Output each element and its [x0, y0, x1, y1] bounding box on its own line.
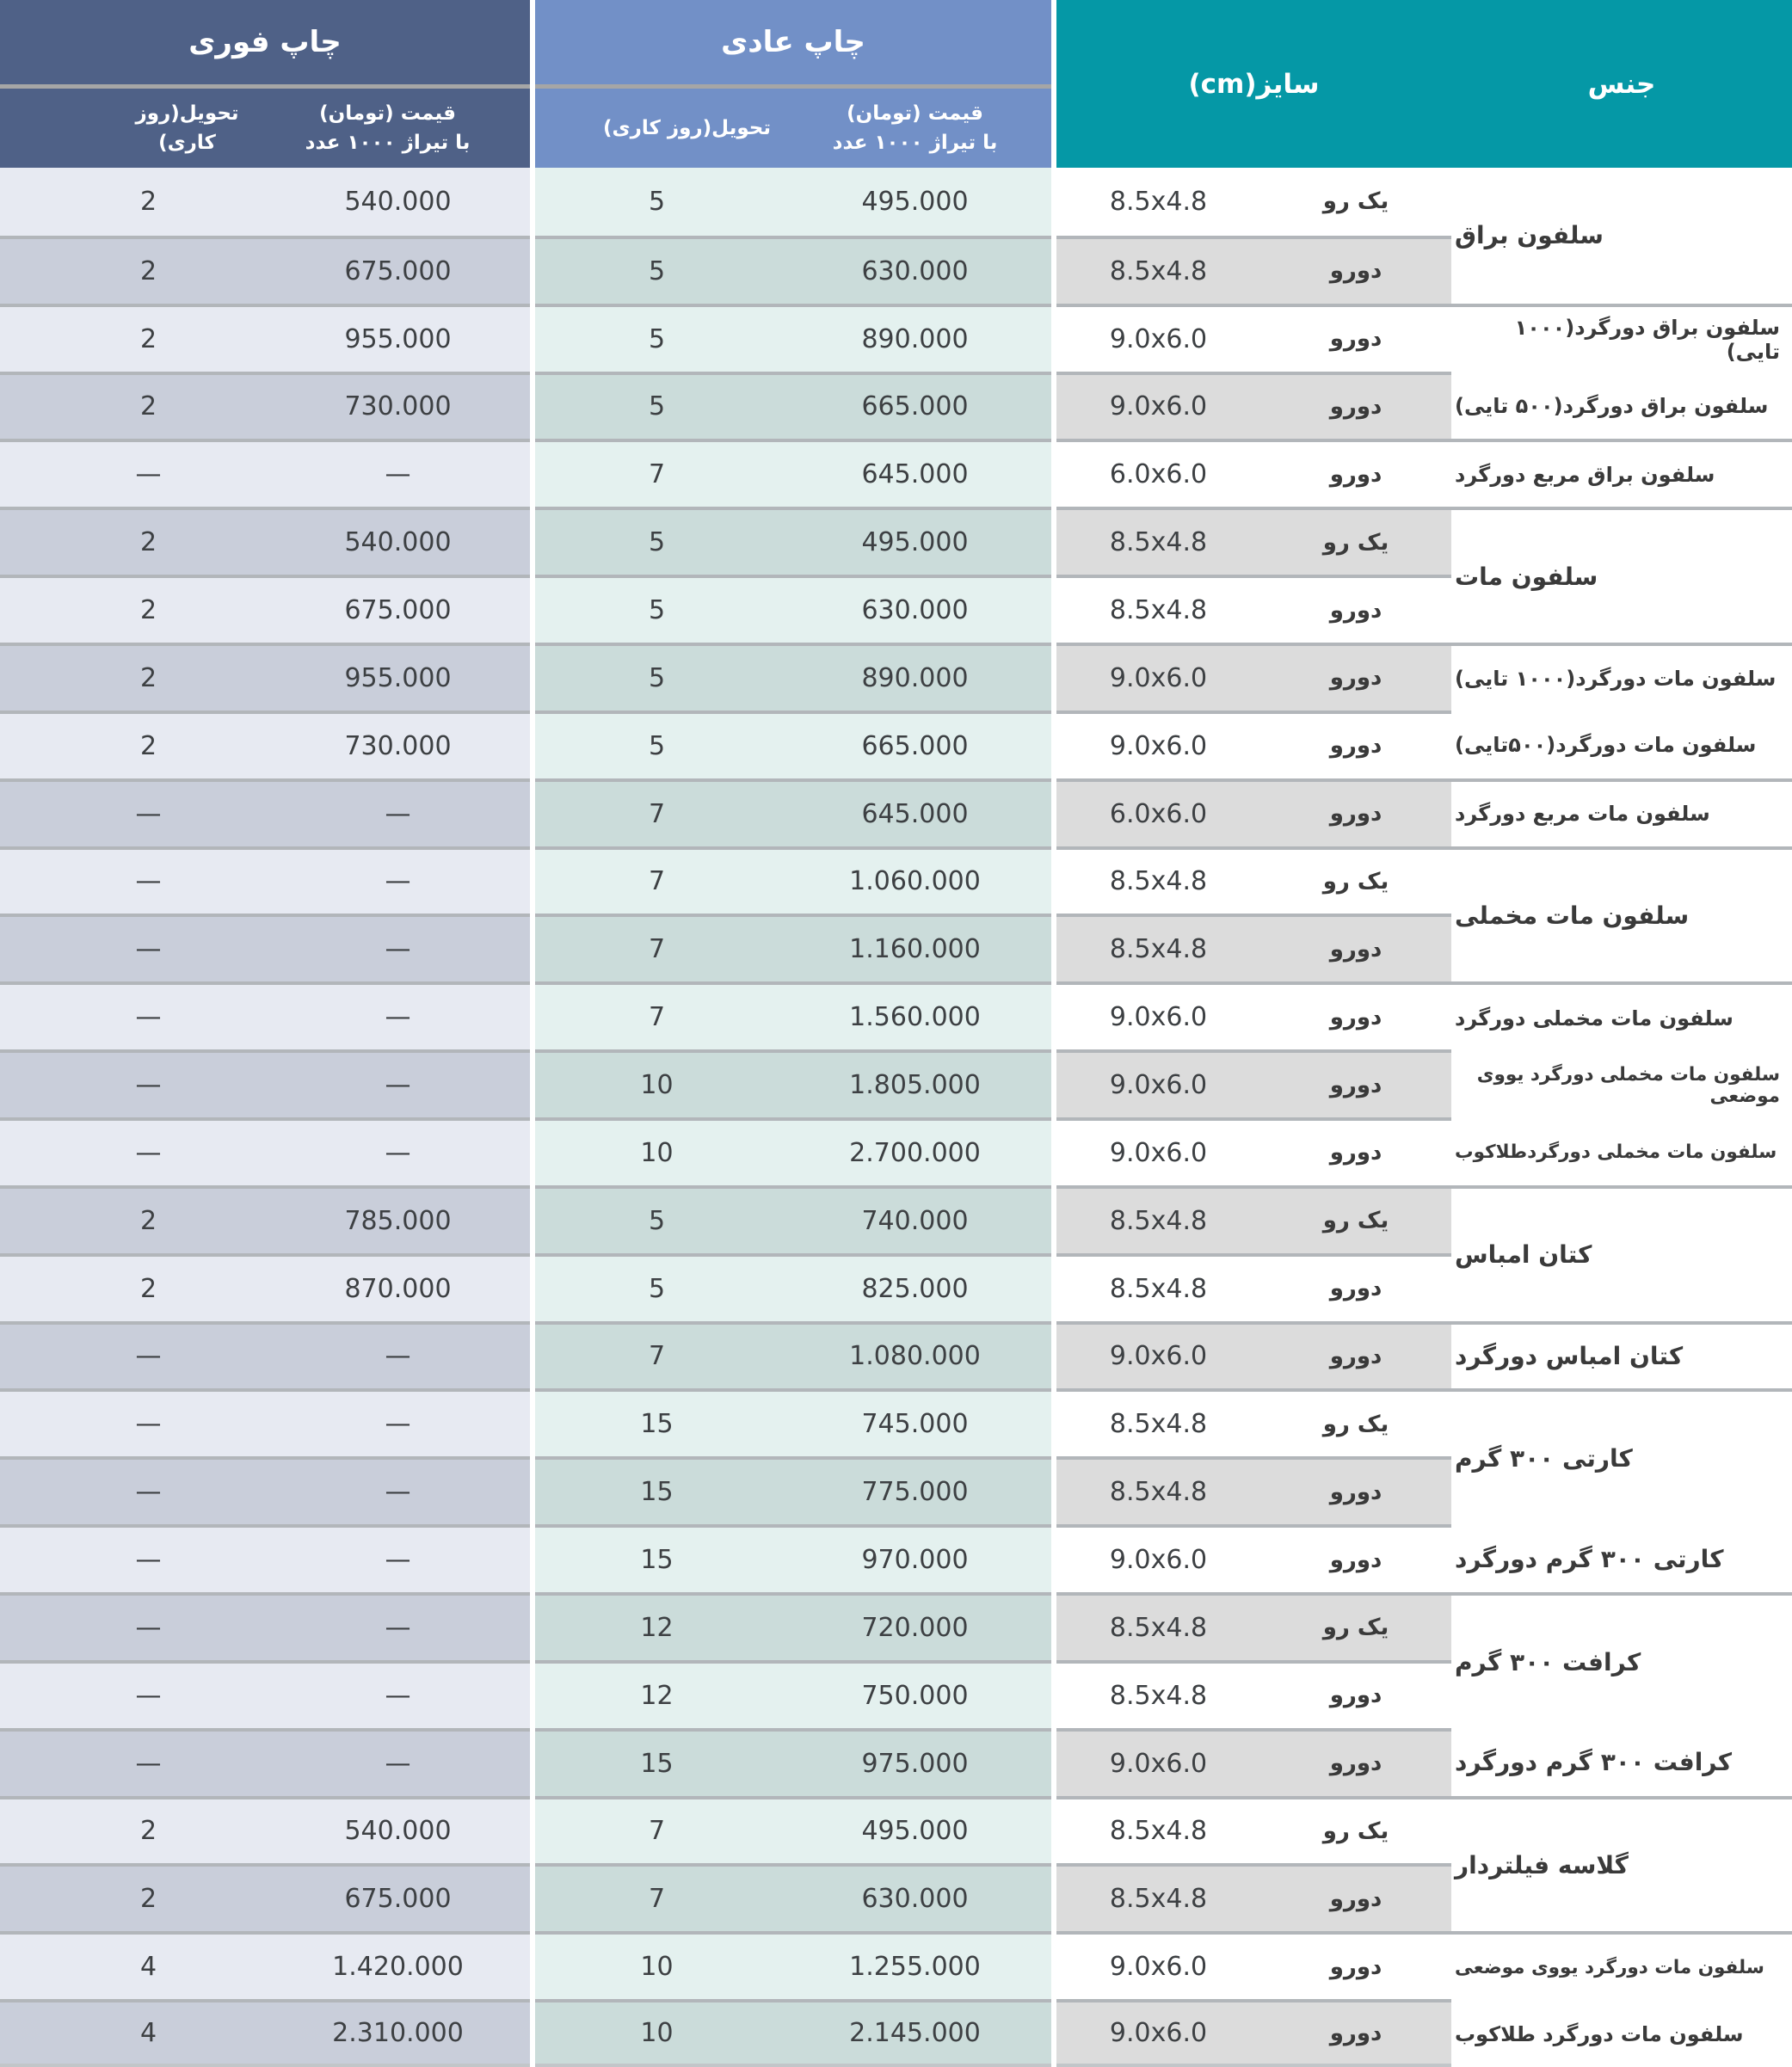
normal-price-cell: 1.560.000: [779, 981, 1051, 1049]
express-price-label-line2: با تیراژ ۱۰۰۰ عدد: [305, 132, 471, 154]
normal-delivery-cell: 10: [535, 1117, 779, 1185]
material-cell: [1451, 1388, 1792, 1592]
size-cell: 8.5x4.8: [1056, 168, 1260, 236]
express-delivery-cell: 2: [0, 304, 245, 372]
express-price-cell: 785.000: [245, 1185, 530, 1253]
sides-cell: دورو: [1260, 711, 1451, 778]
size-cell: 9.0x6.0: [1056, 1728, 1260, 1796]
normal-price-cell: 645.000: [779, 439, 1051, 507]
normal-delivery-cell: 7: [535, 1863, 779, 1931]
express-price-cell: 2.310.000: [245, 1999, 530, 2067]
material-label: سلفون براق دورگرد(۵۰۰ تایی): [1455, 393, 1769, 418]
sides-cell: دورو: [1260, 1931, 1451, 1999]
normal-delivery-cell: 7: [535, 778, 779, 846]
sides-cell: دورو: [1260, 1321, 1451, 1389]
express-price-cell: —: [245, 439, 530, 507]
normal-delivery-cell: 10: [535, 1049, 779, 1117]
material-cell: [1451, 643, 1792, 778]
material-label: سلفون مات دورگرد طلاکوب: [1455, 2021, 1744, 2046]
size-cell: 8.5x4.8: [1056, 846, 1260, 914]
material-label: کرافت ۳۰۰ گرم دورگرد: [1455, 1748, 1732, 1777]
express-delivery-cell: —: [0, 1524, 245, 1592]
express-price-cell: 540.000: [245, 1796, 530, 1864]
normal-price-cell: 1.160.000: [779, 914, 1051, 981]
normal-price-cell: 825.000: [779, 1253, 1051, 1321]
express-delivery-cell: —: [0, 981, 245, 1049]
material-label: سلفون مات مخملی دورگردطلاکوب: [1455, 1141, 1777, 1163]
express-delivery-cell: —: [0, 1456, 245, 1524]
express-delivery-cell: 4: [0, 1999, 245, 2067]
material-label: سلفون مات دورگرد(۵۰۰تایی): [1455, 733, 1757, 758]
sides-cell: یک رو: [1260, 1185, 1451, 1253]
express-price-cell: —: [245, 846, 530, 914]
material-label: سلفون براق مربع دورگرد: [1455, 462, 1715, 487]
normal-price-cell: 2.145.000: [779, 1999, 1051, 2067]
size-cell: 8.5x4.8: [1056, 914, 1260, 981]
express-delivery-cell: —: [0, 1388, 245, 1456]
material-cell: [1451, 981, 1792, 1185]
material-cell: [1451, 507, 1792, 643]
normal-price-cell: 1.805.000: [779, 1049, 1051, 1117]
express-delivery-cell: 2: [0, 1253, 245, 1321]
sides-cell: دورو: [1260, 1456, 1451, 1524]
express-delivery-cell: 2: [0, 575, 245, 643]
size-cell: 9.0x6.0: [1056, 1321, 1260, 1389]
size-cell: 6.0x6.0: [1056, 439, 1260, 507]
size-cell: 9.0x6.0: [1056, 643, 1260, 711]
sides-cell: دورو: [1260, 1524, 1451, 1592]
express-delivery-cell: 2: [0, 168, 245, 236]
express-price-cell: —: [245, 1388, 530, 1456]
express-delivery-label: تحویل(روز کاری): [135, 102, 239, 154]
material-cell: [1451, 1592, 1792, 1796]
normal-print-group-header: چاپ عادی: [535, 0, 1051, 84]
express-delivery-cell: 2: [0, 643, 245, 711]
express-price-label-line1: قیمت (تومان): [319, 102, 456, 125]
material-label: کارتی ۳۰۰ گرم: [1455, 1444, 1633, 1473]
size-cell: 9.0x6.0: [1056, 1117, 1260, 1185]
size-cell: 9.0x6.0: [1056, 1931, 1260, 1999]
express-delivery-cell: —: [0, 778, 245, 846]
sides-cell: دورو: [1260, 439, 1451, 507]
express-price-cell: —: [245, 1728, 530, 1796]
sides-cell: دورو: [1260, 914, 1451, 981]
express-price-cell: —: [245, 1117, 530, 1185]
express-print-group-header: چاپ فوری: [0, 0, 530, 84]
sides-cell: دورو: [1260, 1049, 1451, 1117]
normal-delivery-cell: 15: [535, 1456, 779, 1524]
sides-cell: یک رو: [1260, 168, 1451, 236]
normal-price-cell: 970.000: [779, 1524, 1051, 1592]
size-cell: 9.0x6.0: [1056, 1049, 1260, 1117]
normal-price-cell: 890.000: [779, 304, 1051, 372]
sides-cell: دورو: [1260, 778, 1451, 846]
express-delivery-column-header: [0, 84, 245, 168]
express-delivery-cell: 2: [0, 507, 245, 575]
express-delivery-cell: —: [0, 1321, 245, 1389]
normal-delivery-cell: 12: [535, 1592, 779, 1660]
normal-delivery-cell: 15: [535, 1524, 779, 1592]
normal-price-cell: 775.000: [779, 1456, 1051, 1524]
size-cell: 8.5x4.8: [1056, 1863, 1260, 1931]
normal-price-cell: 1.255.000: [779, 1931, 1051, 1999]
size-column-header: سایز(cm): [1188, 68, 1320, 100]
normal-price-cell: 665.000: [779, 372, 1051, 440]
normal-delivery-column-header: [535, 84, 779, 168]
normal-price-cell: 890.000: [779, 643, 1051, 711]
material-cell: [1451, 1321, 1792, 1389]
material-label: کتان امباس دورگرد: [1455, 1342, 1684, 1371]
normal-delivery-cell: 5: [535, 1185, 779, 1253]
normal-delivery-cell: 7: [535, 439, 779, 507]
normal-delivery-cell: 5: [535, 372, 779, 440]
normal-price-cell: 495.000: [779, 168, 1051, 236]
sides-cell: یک رو: [1260, 507, 1451, 575]
sides-cell: دورو: [1260, 1999, 1451, 2067]
normal-price-cell: 975.000: [779, 1728, 1051, 1796]
sides-cell: دورو: [1260, 236, 1451, 304]
express-price-cell: —: [245, 1321, 530, 1389]
normal-delivery-cell: 7: [535, 981, 779, 1049]
size-cell: 9.0x6.0: [1056, 1524, 1260, 1592]
material-cell: [1451, 1931, 1792, 2067]
express-price-cell: —: [245, 1049, 530, 1117]
normal-delivery-cell: 5: [535, 507, 779, 575]
size-cell: 8.5x4.8: [1056, 1592, 1260, 1660]
express-price-cell: 1.420.000: [245, 1931, 530, 1999]
size-cell: 8.5x4.8: [1056, 507, 1260, 575]
sides-cell: دورو: [1260, 1253, 1451, 1321]
sides-cell: دورو: [1260, 1728, 1451, 1796]
material-label: سلفون مات دورگرد(۱۰۰۰ تایی): [1455, 667, 1777, 692]
express-delivery-cell: 2: [0, 1863, 245, 1931]
sides-cell: دورو: [1260, 981, 1451, 1049]
express-price-cell: 540.000: [245, 168, 530, 236]
sides-cell: دورو: [1260, 1117, 1451, 1185]
normal-price-cell: 1.060.000: [779, 846, 1051, 914]
size-cell: 8.5x4.8: [1056, 575, 1260, 643]
express-price-cell: —: [245, 1456, 530, 1524]
size-cell: 9.0x6.0: [1056, 1999, 1260, 2067]
express-price-cell: —: [245, 1660, 530, 1728]
normal-delivery-cell: 7: [535, 1321, 779, 1389]
size-cell: 8.5x4.8: [1056, 1185, 1260, 1253]
material-column-header: جنس: [1587, 68, 1656, 100]
sides-cell: دورو: [1260, 643, 1451, 711]
material-label: سلفون براق دورگرد(۱۰۰۰ تایی): [1514, 316, 1780, 365]
material-cell: [1451, 1185, 1792, 1321]
express-price-column-header: [245, 84, 530, 168]
normal-price-cell: 495.000: [779, 507, 1051, 575]
size-cell: 6.0x6.0: [1056, 778, 1260, 846]
normal-delivery-cell: 5: [535, 575, 779, 643]
sides-cell: دورو: [1260, 575, 1451, 643]
sides-cell: دورو: [1260, 1660, 1451, 1728]
material-label: کتان امباس: [1455, 1240, 1592, 1270]
material-label: سلفون مات دورگرد یووی موضعی: [1455, 1957, 1764, 1979]
normal-delivery-cell: 5: [535, 236, 779, 304]
express-price-cell: 870.000: [245, 1253, 530, 1321]
normal-price-cell: 740.000: [779, 1185, 1051, 1253]
normal-price-label-line1: قیمت (تومان): [847, 102, 983, 125]
normal-price-cell: 630.000: [779, 575, 1051, 643]
normal-price-cell: 2.700.000: [779, 1117, 1051, 1185]
normal-price-cell: 495.000: [779, 1796, 1051, 1864]
sides-cell: یک رو: [1260, 1388, 1451, 1456]
normal-price-cell: 745.000: [779, 1388, 1051, 1456]
express-delivery-cell: —: [0, 846, 245, 914]
size-material-header-band: [1056, 0, 1792, 168]
size-cell: 8.5x4.8: [1056, 1456, 1260, 1524]
express-price-cell: —: [245, 914, 530, 981]
express-price-cell: 675.000: [245, 575, 530, 643]
sides-cell: دورو: [1260, 372, 1451, 440]
size-cell: 9.0x6.0: [1056, 304, 1260, 372]
express-delivery-cell: 2: [0, 372, 245, 440]
material-cell: [1451, 846, 1792, 982]
express-delivery-cell: 2: [0, 711, 245, 778]
express-price-cell: 675.000: [245, 1863, 530, 1931]
sides-cell: یک رو: [1260, 846, 1451, 914]
size-cell: 8.5x4.8: [1056, 1660, 1260, 1728]
normal-price-cell: 630.000: [779, 1863, 1051, 1931]
sides-cell: دورو: [1260, 304, 1451, 372]
normal-price-cell: 720.000: [779, 1592, 1051, 1660]
normal-delivery-cell: 7: [535, 1796, 779, 1864]
normal-delivery-cell: 7: [535, 914, 779, 981]
express-delivery-cell: 2: [0, 1796, 245, 1864]
express-delivery-cell: —: [0, 1728, 245, 1796]
material-label: سلفون مات مربع دورگرد: [1455, 802, 1710, 827]
sides-cell: یک رو: [1260, 1592, 1451, 1660]
express-price-cell: 540.000: [245, 507, 530, 575]
express-price-cell: 955.000: [245, 643, 530, 711]
express-price-cell: —: [245, 778, 530, 846]
express-delivery-cell: —: [0, 1592, 245, 1660]
material-cell: [1451, 304, 1792, 440]
normal-delivery-cell: 12: [535, 1660, 779, 1728]
normal-delivery-label: تحویل(روز کاری): [603, 116, 771, 139]
material-cell: [1451, 439, 1792, 507]
material-label: سلفون مات مخملی دورگرد: [1455, 1006, 1733, 1031]
express-price-cell: —: [245, 1592, 530, 1660]
normal-price-column-header: [779, 84, 1051, 168]
express-delivery-cell: —: [0, 1660, 245, 1728]
material-label: سلفون براق: [1455, 221, 1604, 250]
size-cell: 8.5x4.8: [1056, 1796, 1260, 1864]
express-delivery-cell: 2: [0, 1185, 245, 1253]
size-cell: 9.0x6.0: [1056, 981, 1260, 1049]
size-cell: 9.0x6.0: [1056, 711, 1260, 778]
express-price-cell: —: [245, 1524, 530, 1592]
express-price-cell: 730.000: [245, 711, 530, 778]
normal-delivery-cell: 5: [535, 643, 779, 711]
express-delivery-cell: —: [0, 914, 245, 981]
normal-price-label-line2: با تیراژ ۱۰۰۰ عدد: [832, 132, 998, 154]
express-delivery-cell: 2: [0, 236, 245, 304]
size-cell: 8.5x4.8: [1056, 1388, 1260, 1456]
normal-price-cell: 645.000: [779, 778, 1051, 846]
material-label: کارتی ۳۰۰ گرم دورگرد: [1455, 1544, 1724, 1573]
express-price-cell: 675.000: [245, 236, 530, 304]
size-cell: 8.5x4.8: [1056, 236, 1260, 304]
normal-delivery-cell: 7: [535, 846, 779, 914]
material-label: کرافت ۳۰۰ گرم: [1455, 1648, 1641, 1676]
express-price-cell: 730.000: [245, 372, 530, 440]
express-price-cell: —: [245, 981, 530, 1049]
normal-price-cell: 750.000: [779, 1660, 1051, 1728]
normal-delivery-cell: 5: [535, 168, 779, 236]
sides-cell: دورو: [1260, 1863, 1451, 1931]
size-cell: 8.5x4.8: [1056, 1253, 1260, 1321]
normal-price-cell: 665.000: [779, 711, 1051, 778]
normal-delivery-cell: 10: [535, 1999, 779, 2067]
normal-delivery-cell: 5: [535, 304, 779, 372]
express-price-cell: 955.000: [245, 304, 530, 372]
normal-price-cell: 630.000: [779, 236, 1051, 304]
normal-delivery-cell: 5: [535, 1253, 779, 1321]
material-label: سلفون مات مخملی دورگرد یووی موضعی: [1476, 1063, 1780, 1107]
material-cell: [1451, 778, 1792, 846]
material-label: سلفون مات مخملی: [1455, 901, 1690, 930]
normal-delivery-cell: 15: [535, 1728, 779, 1796]
express-delivery-cell: —: [0, 1117, 245, 1185]
normal-delivery-cell: 10: [535, 1931, 779, 1999]
sides-cell: یک رو: [1260, 1796, 1451, 1864]
material-cell: [1451, 168, 1792, 304]
express-delivery-cell: 4: [0, 1931, 245, 1999]
express-delivery-cell: —: [0, 439, 245, 507]
material-cell: [1451, 1796, 1792, 1932]
normal-delivery-cell: 5: [535, 711, 779, 778]
material-label: گلاسه فیلتردار: [1455, 1850, 1629, 1879]
express-delivery-cell: —: [0, 1049, 245, 1117]
size-cell: 9.0x6.0: [1056, 372, 1260, 440]
material-label: سلفون مات: [1455, 562, 1598, 591]
normal-delivery-cell: 15: [535, 1388, 779, 1456]
normal-price-cell: 1.080.000: [779, 1321, 1051, 1389]
